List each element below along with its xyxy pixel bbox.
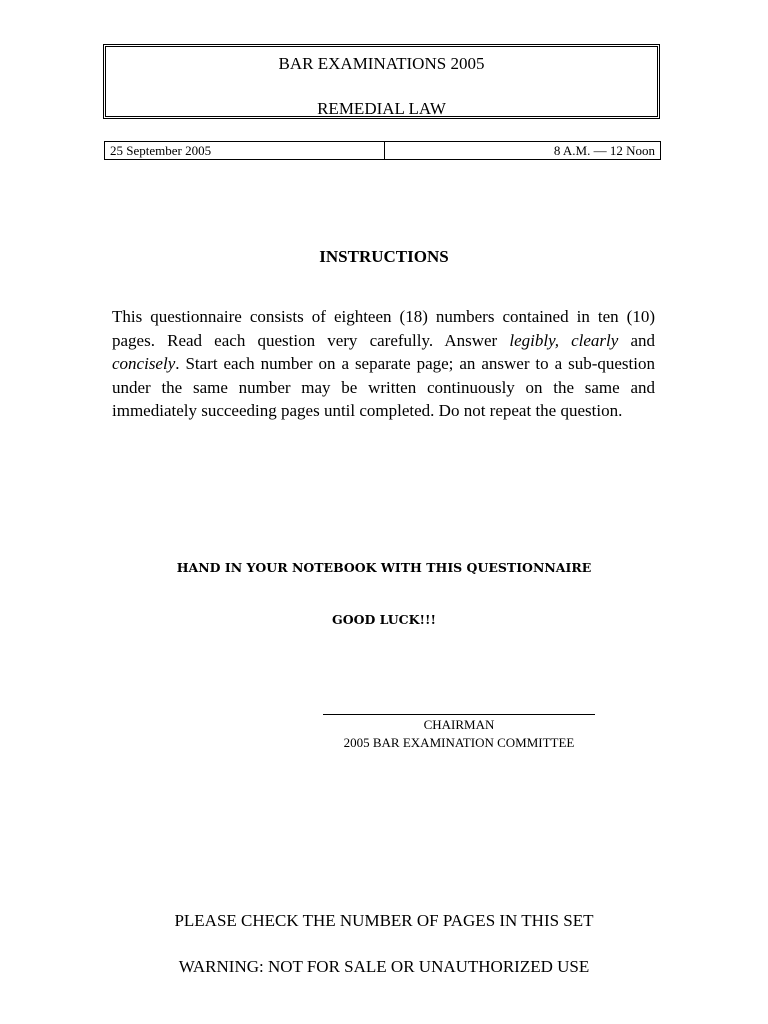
signature-line [323,714,595,715]
check-pages-notice: PLEASE CHECK THE NUMBER OF PAGES IN THIS SET [174,911,594,930]
instructions-emphasis-concisely: concisely [112,354,176,373]
exam-title-box [103,44,660,119]
hand-in-notice: HAND IN YOUR NOTEBOOK WITH THIS QUESTIONNAIRE [176,560,592,575]
exam-date: 25 September 2005 [105,142,385,159]
instructions-emphasis-legibly-clearly: legibly, clearly [509,330,619,350]
exam-time: 8 A.M. — 12 Noon [553,143,655,158]
good-luck-message: GOOD LUCK!!! [332,612,436,627]
instructions-paragraph [112,305,655,423]
warning-notice: WARNING: NOT FOR SALE OR UNAUTHORIZED USE [178,957,590,976]
instructions-text: This questionnaire consists of eighteen (18) numbers contained in ten (10) pages. Read each question very carefully. Answer [112,307,655,350]
instructions-text: . Start each number on a separate page; an answer to a sub-question under the same number may be written continuously on the same and immediately succeeding pages until completed. Do not repeat the question. [112,354,655,420]
instructions-text: and [618,330,655,350]
signatory-role: CHAIRMAN [423,717,495,732]
signatory-committee: 2005 BAR EXAMINATION COMMITTEE [343,735,575,750]
exam-title: BAR EXAMINATIONS 2005 [278,54,485,73]
instructions-heading: INSTRUCTIONS [319,247,449,266]
exam-info-row [104,141,661,160]
exam-subject: REMEDIAL LAW [317,99,446,118]
